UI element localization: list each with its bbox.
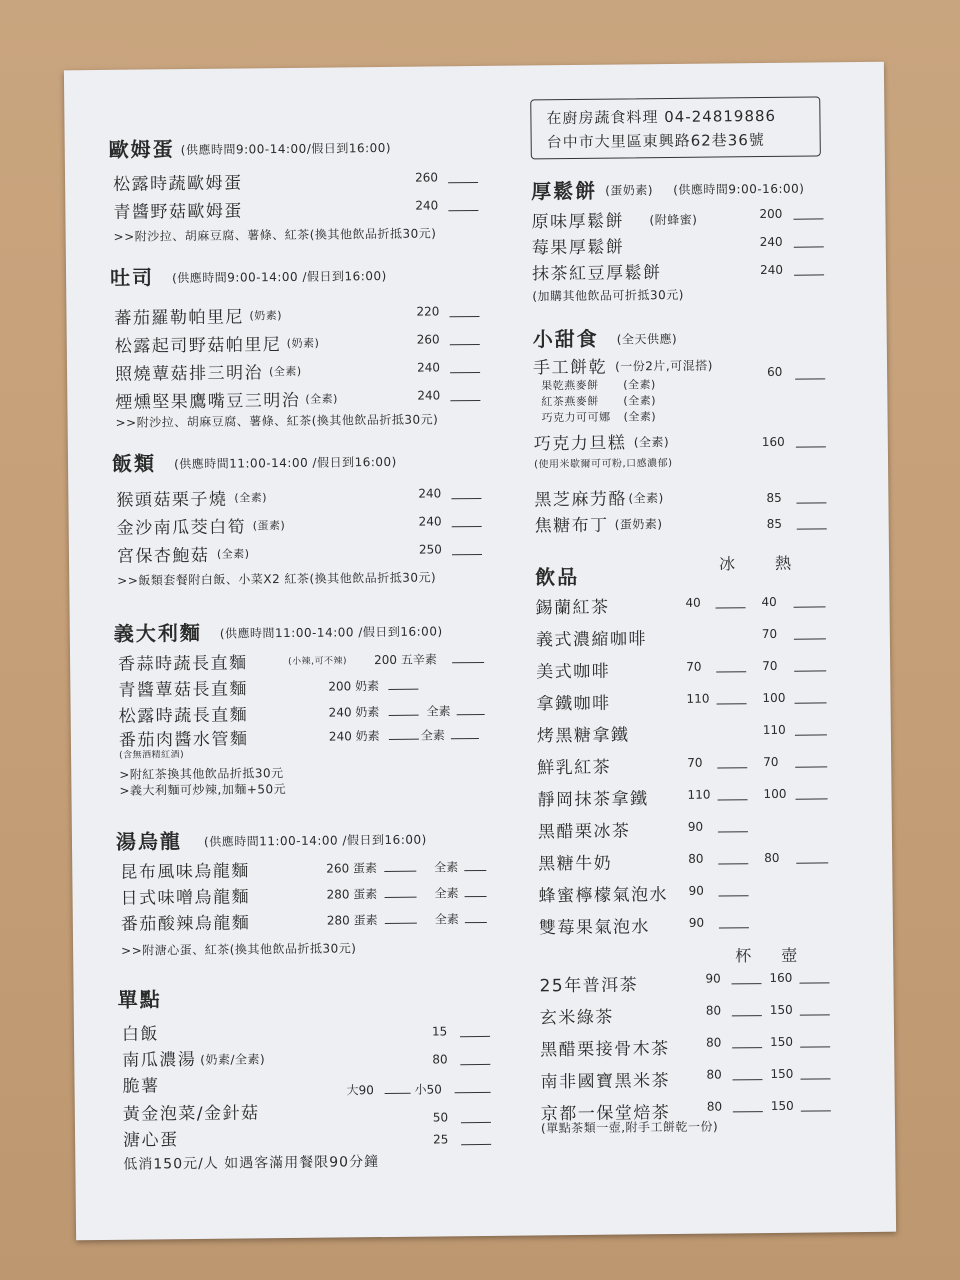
pasta-item-name: 松露時蔬長直麵 — [118, 705, 249, 727]
shop-address: 台中市大里區東興路62巷36號 — [546, 130, 765, 152]
order-line — [450, 400, 480, 401]
omelet-item-price: 260 — [414, 170, 439, 185]
single-item-name: 溏心蛋 — [123, 1130, 179, 1151]
pasta-item-name: 番茄肉醬水管麵 — [118, 729, 249, 751]
udon-hours: (供應時間11:00-14:00 /假日到16:00) — [203, 832, 427, 849]
dessert-item-name: 黑芝麻芀酪 — [534, 489, 628, 511]
pancake-item-name: 莓果厚鬆餅 — [531, 237, 625, 259]
order-line — [464, 870, 486, 871]
order-line — [465, 896, 487, 897]
single-item-price: 80 — [432, 1052, 448, 1067]
order-line — [385, 897, 417, 898]
pasta-item-alt: 全素 — [426, 704, 451, 719]
cookie-option-tag: (全素) — [623, 378, 656, 392]
drinks-title: 飲品 — [535, 564, 580, 590]
pancake-tag: (蛋奶素) — [605, 183, 654, 198]
udon-item-alt: 全素 — [434, 860, 459, 875]
cake-name: 巧克力旦糕 — [533, 433, 627, 455]
rice-item-tag: (蛋素) — [252, 519, 286, 533]
toast-item-tag: (奶素) — [249, 309, 283, 323]
pancake-note: (加購其他飲品可折抵30元) — [532, 287, 684, 304]
rice-title: 飯類 — [111, 451, 157, 476]
rice-item-price: 240 — [418, 514, 442, 529]
order-line — [799, 982, 829, 983]
pasta-item-price: 240 奶素 — [328, 729, 380, 744]
order-line — [388, 689, 418, 690]
order-line — [461, 1122, 491, 1123]
udon-item-name: 番茄酸辣烏龍麵 — [120, 913, 251, 935]
order-line — [389, 715, 419, 716]
dessert-item-tag: (蛋奶素) — [614, 517, 663, 532]
toast-item-name: 松露起司野菇帕里尼 — [114, 335, 282, 357]
pancake-title: 厚鬆餅 — [531, 178, 598, 204]
order-line — [717, 703, 747, 704]
order-line — [450, 344, 480, 345]
tea-name: 25年普洱茶 — [539, 975, 639, 997]
pasta-item-price: 240 奶素 — [328, 705, 380, 720]
drink-name: 雙莓果氣泡水 — [538, 917, 651, 939]
order-line — [801, 1110, 831, 1111]
order-line — [449, 316, 479, 317]
order-line — [800, 1078, 830, 1079]
single-item-big: 大90 — [346, 1083, 374, 1098]
tea-pot-price: 160 — [769, 970, 793, 985]
order-line — [452, 662, 484, 663]
order-line — [719, 895, 749, 896]
toast-item-price: 260 — [416, 332, 440, 347]
order-line — [797, 528, 827, 529]
rice-item-name: 宮保杏鮑菇 — [116, 545, 210, 567]
order-line — [793, 218, 823, 219]
tea-note: (單點茶類一壺,附手工餅乾一份) — [540, 1119, 719, 1136]
drink-hot-price: 70 — [763, 754, 779, 770]
order-line — [457, 714, 485, 715]
order-line — [732, 1079, 762, 1080]
rice-item-name: 猴頭菇栗子燒 — [116, 489, 228, 511]
order-line — [385, 1093, 411, 1094]
pasta-title: 義大利麵 — [113, 620, 202, 646]
cookie-name: 手工餅乾 — [532, 357, 608, 379]
cookie-option-tag: (全素) — [623, 410, 657, 424]
cookie-tag: (一份2片,可混搭) — [614, 358, 713, 374]
dessert-title: 小甜食 — [532, 326, 599, 352]
cookie-option: 果乾燕麥餅 — [541, 378, 599, 393]
pancake-item-price: 200 — [759, 206, 783, 222]
order-line — [718, 863, 748, 864]
drink-hot-price: 70 — [761, 626, 778, 642]
udon-item-price: 280 蛋素 — [326, 913, 378, 928]
dessert-item-name: 焦糖布丁 — [534, 515, 609, 537]
rice-item-name: 金沙南瓜茭白筍 — [116, 517, 247, 539]
order-line — [448, 182, 478, 183]
order-line — [795, 702, 827, 703]
rice-item-price: 240 — [418, 486, 442, 501]
order-line — [800, 1046, 830, 1047]
tea-cup-price: 90 — [705, 971, 721, 986]
drink-ice-price: 80 — [688, 851, 704, 866]
menu-sheet — [64, 62, 896, 1241]
toast-item-price: 220 — [416, 304, 440, 319]
pasta-item-name: 香蒜時蔬長直麵 — [118, 653, 248, 675]
drink-ice-price: 70 — [687, 755, 703, 770]
drink-name: 黑醋栗冰茶 — [537, 821, 631, 843]
single-item-small: 小50 — [414, 1082, 442, 1097]
pasta-item-alt: 全素 — [420, 728, 445, 743]
col-pot-label: 壺 — [781, 945, 798, 965]
order-line — [794, 606, 826, 607]
cake-tag: (全素) — [633, 435, 670, 450]
order-line — [733, 1111, 763, 1112]
order-line — [732, 1015, 762, 1016]
min-charge-note: 低消150元/人 如遇客滿用餐限90分鐘 — [123, 1154, 380, 1173]
udon-item-price: 260 蛋素 — [326, 861, 378, 876]
omelet-item-name: 松露時蔬歐姆蛋 — [112, 173, 243, 195]
drink-ice-price: 90 — [688, 883, 704, 898]
order-line — [794, 246, 824, 247]
order-line — [385, 923, 417, 924]
drink-name: 義式濃縮咖啡 — [535, 629, 647, 651]
order-line — [452, 554, 482, 555]
order-line — [794, 638, 826, 639]
omelet-hours: (供應時間9:00-14:00/假日到16:00) — [180, 140, 392, 158]
pasta-note: >義大利麵可炒辣,加麵+50元 — [119, 782, 287, 798]
cake-price: 160 — [761, 434, 785, 450]
order-line — [796, 862, 828, 863]
tea-name: 南非國寶黑米茶 — [540, 1071, 671, 1093]
dessert-item-tag: (全素) — [628, 491, 664, 506]
drink-name: 錫蘭紅茶 — [535, 597, 610, 619]
drink-hot-price: 100 — [762, 690, 786, 706]
tea-pot-price: 150 — [769, 1002, 793, 1017]
drink-name: 烤黑糖拿鐵 — [536, 725, 630, 747]
pancake-item-name: 原味厚鬆餅 — [531, 211, 625, 233]
order-line — [719, 927, 749, 928]
col-cup-label: 杯 — [735, 946, 752, 966]
pasta-hours: (供應時間11:00-14:00 /假日到16:00) — [219, 624, 443, 641]
order-line — [460, 1036, 490, 1037]
tea-pot-price: 150 — [770, 1034, 794, 1049]
order-line — [731, 983, 761, 984]
order-line — [451, 738, 479, 739]
drink-name: 鮮乳紅茶 — [537, 757, 612, 779]
tea-cup-price: 80 — [706, 1099, 723, 1114]
rice-note: >>飯類套餐附白飯、小菜X2 紅茶(換其他飲品折抵30元) — [117, 570, 437, 588]
order-line — [451, 498, 481, 499]
pancake-item-price: 240 — [759, 234, 783, 250]
order-line — [716, 671, 746, 672]
single-title: 單點 — [117, 987, 162, 1012]
cake-sub: (使用米歇爾可可粉,口感濃郁) — [533, 457, 673, 471]
order-line — [800, 1014, 830, 1015]
single-item-name: 脆薯 — [122, 1076, 160, 1097]
order-line — [796, 502, 826, 503]
drink-ice-price: 110 — [686, 691, 710, 706]
omelet-title: 歐姆蛋 — [108, 137, 175, 162]
udon-item-name: 日式味噌烏龍麵 — [120, 887, 251, 909]
toast-item-name: 蕃茄羅勒帕里尼 — [114, 307, 245, 329]
order-line — [794, 670, 826, 671]
order-line — [794, 274, 824, 275]
drink-name: 黑糖牛奶 — [538, 853, 613, 875]
order-line — [796, 798, 828, 799]
drink-hot-price: 80 — [764, 850, 780, 866]
tea-pot-price: 150 — [770, 1066, 794, 1081]
order-line — [718, 831, 748, 832]
pasta-note: >附紅茶換其他飲品折抵30元 — [119, 766, 284, 782]
order-line — [460, 1064, 490, 1065]
tea-cup-price: 80 — [706, 1067, 722, 1082]
dessert-item-price: 85 — [766, 490, 782, 505]
single-item-name: 南瓜濃湯 — [122, 1049, 197, 1071]
drink-ice-price: 40 — [685, 595, 701, 610]
single-item-price: 15 — [431, 1024, 448, 1039]
pasta-item-name: 青醬蕈菇長直麵 — [118, 679, 248, 701]
rice-item-price: 250 — [418, 542, 442, 557]
col-hot-label: 熱 — [774, 553, 792, 573]
pasta-item-tag: (小辣,可不辣) — [288, 656, 348, 668]
tea-name: 黑醋栗接骨木茶 — [540, 1039, 670, 1061]
toast-item-price: 240 — [417, 388, 441, 403]
tea-name: 玄米綠茶 — [539, 1007, 614, 1029]
order-line — [717, 767, 747, 768]
col-ice-label: 冰 — [719, 554, 736, 574]
drink-name: 蜂蜜檸檬氣泡水 — [538, 885, 669, 907]
rice-hours: (供應時間11:00-14:00 /假日到16:00) — [173, 454, 397, 472]
rice-item-tag: (全素) — [234, 491, 268, 505]
cookie-option-tag: (全素) — [623, 394, 657, 408]
pancake-item-price: 240 — [759, 262, 784, 278]
udon-item-price: 280 蛋素 — [326, 887, 378, 902]
udon-title: 湯烏龍 — [115, 829, 183, 854]
drink-ice-price: 90 — [688, 915, 705, 930]
dessert-item-price: 85 — [766, 516, 783, 531]
cookie-option: 紅茶燕麥餅 — [541, 394, 599, 409]
order-line — [389, 739, 419, 740]
cookie-option: 巧克力可可娜 — [541, 410, 611, 425]
order-line — [465, 922, 487, 923]
toast-item-tag: (全素) — [305, 392, 339, 406]
pancake-hours: (供應時間9:00-16:00) — [673, 181, 805, 197]
single-item-name: 白飯 — [121, 1024, 160, 1045]
order-line — [455, 1092, 491, 1093]
single-item-name: 黃金泡菜/金針菇 — [122, 1103, 260, 1125]
pancake-item-name: 抹茶紅豆厚鬆餅 — [531, 263, 662, 285]
pancake-item-tag: (附蜂蜜) — [649, 212, 698, 228]
order-line — [448, 210, 478, 211]
order-line — [795, 766, 827, 767]
toast-item-name: 煙燻堅果鷹嘴豆三明治 — [115, 390, 301, 413]
single-item-price: 50 — [432, 1110, 449, 1125]
tea-cup-price: 80 — [706, 1035, 722, 1050]
tea-cup-price: 80 — [705, 1003, 722, 1018]
toast-item-price: 240 — [416, 360, 441, 375]
order-line — [796, 446, 826, 447]
pasta-item-price: 200 奶素 — [328, 679, 380, 694]
order-line — [795, 734, 827, 735]
order-line — [732, 1047, 762, 1048]
udon-note: >>附溏心蛋、紅茶(換其他飲品折抵30元) — [121, 941, 357, 958]
order-line — [716, 607, 746, 608]
drink-name: 美式咖啡 — [536, 661, 611, 683]
drink-ice-price: 90 — [687, 819, 704, 834]
toast-item-tag: (奶素) — [286, 336, 320, 351]
order-line — [795, 378, 825, 379]
shop-name-phone: 在廚房蔬食料理 04-24819886 — [546, 106, 777, 128]
omelet-item-price: 240 — [415, 198, 439, 213]
drink-ice-price: 110 — [687, 787, 711, 802]
drink-hot-price: 70 — [762, 658, 778, 674]
drink-ice-price: 70 — [686, 659, 702, 674]
toast-note: >>附沙拉、胡麻豆腐、薯條、紅茶(換其他飲品折抵30元) — [115, 412, 439, 430]
order-line — [384, 871, 416, 872]
omelet-note: >>附沙拉、胡麻豆腐、薯條、紅茶(換其他飲品折抵30元) — [113, 226, 437, 244]
dessert-tag: (全天供應) — [616, 331, 678, 347]
drink-hot-price: 110 — [762, 722, 786, 738]
order-line — [450, 372, 480, 373]
cookie-price: 60 — [767, 364, 783, 379]
tea-name: 京都一保堂焙茶 — [540, 1103, 671, 1125]
drink-name: 拿鐵咖啡 — [536, 693, 611, 715]
order-line — [718, 799, 748, 800]
order-line — [461, 1144, 491, 1145]
drink-hot-price: 40 — [761, 594, 777, 610]
tea-pot-price: 150 — [770, 1098, 794, 1113]
rice-item-tag: (全素) — [216, 547, 250, 561]
toast-hours: (供應時間9:00-14:00 /假日到16:00) — [172, 268, 387, 286]
udon-item-alt: 全素 — [434, 912, 459, 927]
toast-item-tag: (全素) — [268, 364, 302, 379]
toast-item-name: 照燒蕈菇排三明治 — [114, 363, 264, 385]
single-item-price: 25 — [433, 1132, 449, 1147]
single-item-tag: (奶素/全素) — [200, 1052, 266, 1067]
pasta-item-price: 200 五辛素 — [374, 652, 437, 668]
pasta-item-sub: (含無酒精紅酒) — [119, 750, 185, 761]
udon-item-name: 昆布風味烏龍麵 — [120, 861, 250, 883]
omelet-item-name: 青醬野菇歐姆蛋 — [113, 201, 243, 223]
udon-item-alt: 全素 — [434, 886, 459, 901]
order-line — [452, 526, 482, 527]
drink-name: 靜岡抹茶拿鐵 — [537, 789, 649, 811]
toast-title: 吐司 — [109, 265, 155, 290]
drink-hot-price: 100 — [763, 786, 787, 802]
